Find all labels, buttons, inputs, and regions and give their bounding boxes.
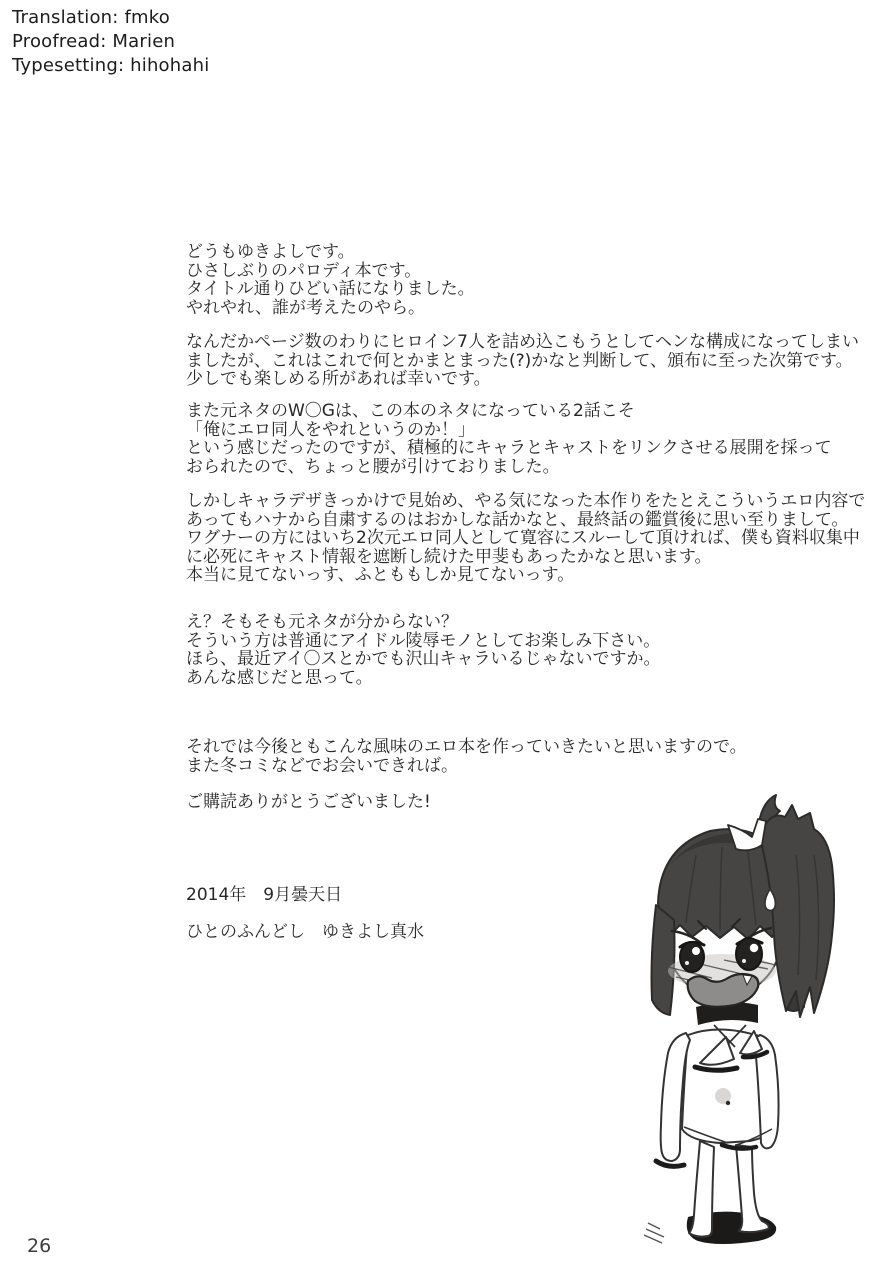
afterword-line: という感じだったのですが、積極的にキャラとキャストをリンクさせる展開を採って [186,438,832,459]
afterword-line: なんだかページ数のわりにヒロイン7人を詰め込こもうとしてヘンな構成になってしまい [186,332,859,352]
afterword-line: やれやれ、誰が考えたのやら。 [186,297,426,318]
afterword-paragraph-6 [186,738,876,775]
afterword-line: ひさしぶりのパロディ本です。 [186,260,422,281]
credit-translation: Translation: fmko [12,7,170,28]
afterword-line: ましたが、これはこれで何とかまとまった(?)かなと判断して、頒布に至った次第です。 [186,350,853,371]
sketch-ticks [644,1223,664,1243]
signature-line: ひとのふんどし ゆきよし真水 [186,922,424,942]
afterword-line: また冬コミなどでお会いできれば。 [186,755,458,776]
afterword-line: ワグナーの方にはいち2次元エロ同人として寛容にスルーして頂ければ、僕も資料収集中 [186,528,860,549]
translator-credits [12,6,209,78]
afterword-line: そういう方は普通にアイドル陵辱モノとしてお楽しみ下さい。 [186,630,661,651]
afterword-line: また元ネタのW〇Gは、この本のネタになっている2話こそ [186,401,635,421]
chibi-girl-illustration [600,785,870,1255]
afterword-line: おられたので、ちょっと腰が引けておりました。 [186,456,560,477]
page-number: 26 [27,1235,52,1257]
credit-typesetting: Typesetting: hihohahi [12,55,210,76]
afterword-paragraph-5 [186,613,876,687]
afterword-line: それでは今後ともこんな風味のエロ本を作っていきたいと思いますので。 [186,737,747,757]
afterword-paragraph-1 [186,243,876,317]
left-side-lock [652,905,675,1015]
afterword-line: 「俺にエロ同人をやれというのか！」 [186,419,475,440]
afterword-line: 本当に見てないっす、ふとももしか見てないっす。 [186,565,575,586]
afterword-line: タイトル通りひどい話になりました。 [186,279,475,300]
afterword-line: ほら、最近アイ〇スとかでも沢山キャラいるじゃないですか。 [186,649,661,670]
afterword-line: どうもゆきよしです。 [186,242,355,262]
afterword-paragraph-4 [186,492,876,585]
afterword-paragraph-2 [186,333,876,389]
afterword-line: ご購読ありがとうございました! [186,792,431,812]
navel [726,1101,730,1105]
afterword-line: あんな感じだと思って。 [186,667,373,688]
afterword-line: しかしキャラデザきっかけで見始め、やる気になった本作りをたとえこういうエロ内容で [186,491,866,511]
afterword-paragraph-3 [186,402,876,476]
credit-proofread: Proofread: Marien [12,31,176,52]
afterword-line: に必死にキャスト情報を遮断し続けた甲斐もあったかなと思います。 [186,546,712,567]
afterword-line: え？そもそも元ネタが分からない？ [186,612,458,632]
afterword-line: 少しでも楽しめる所があれば幸いです。 [186,369,491,390]
afterword-line: あってもハナから自粛するのはおかしな話かなと、最終話の鑑賞後に思い至りまして。 [186,509,849,530]
date-line: 2014年 9月曇天日 [186,885,343,905]
